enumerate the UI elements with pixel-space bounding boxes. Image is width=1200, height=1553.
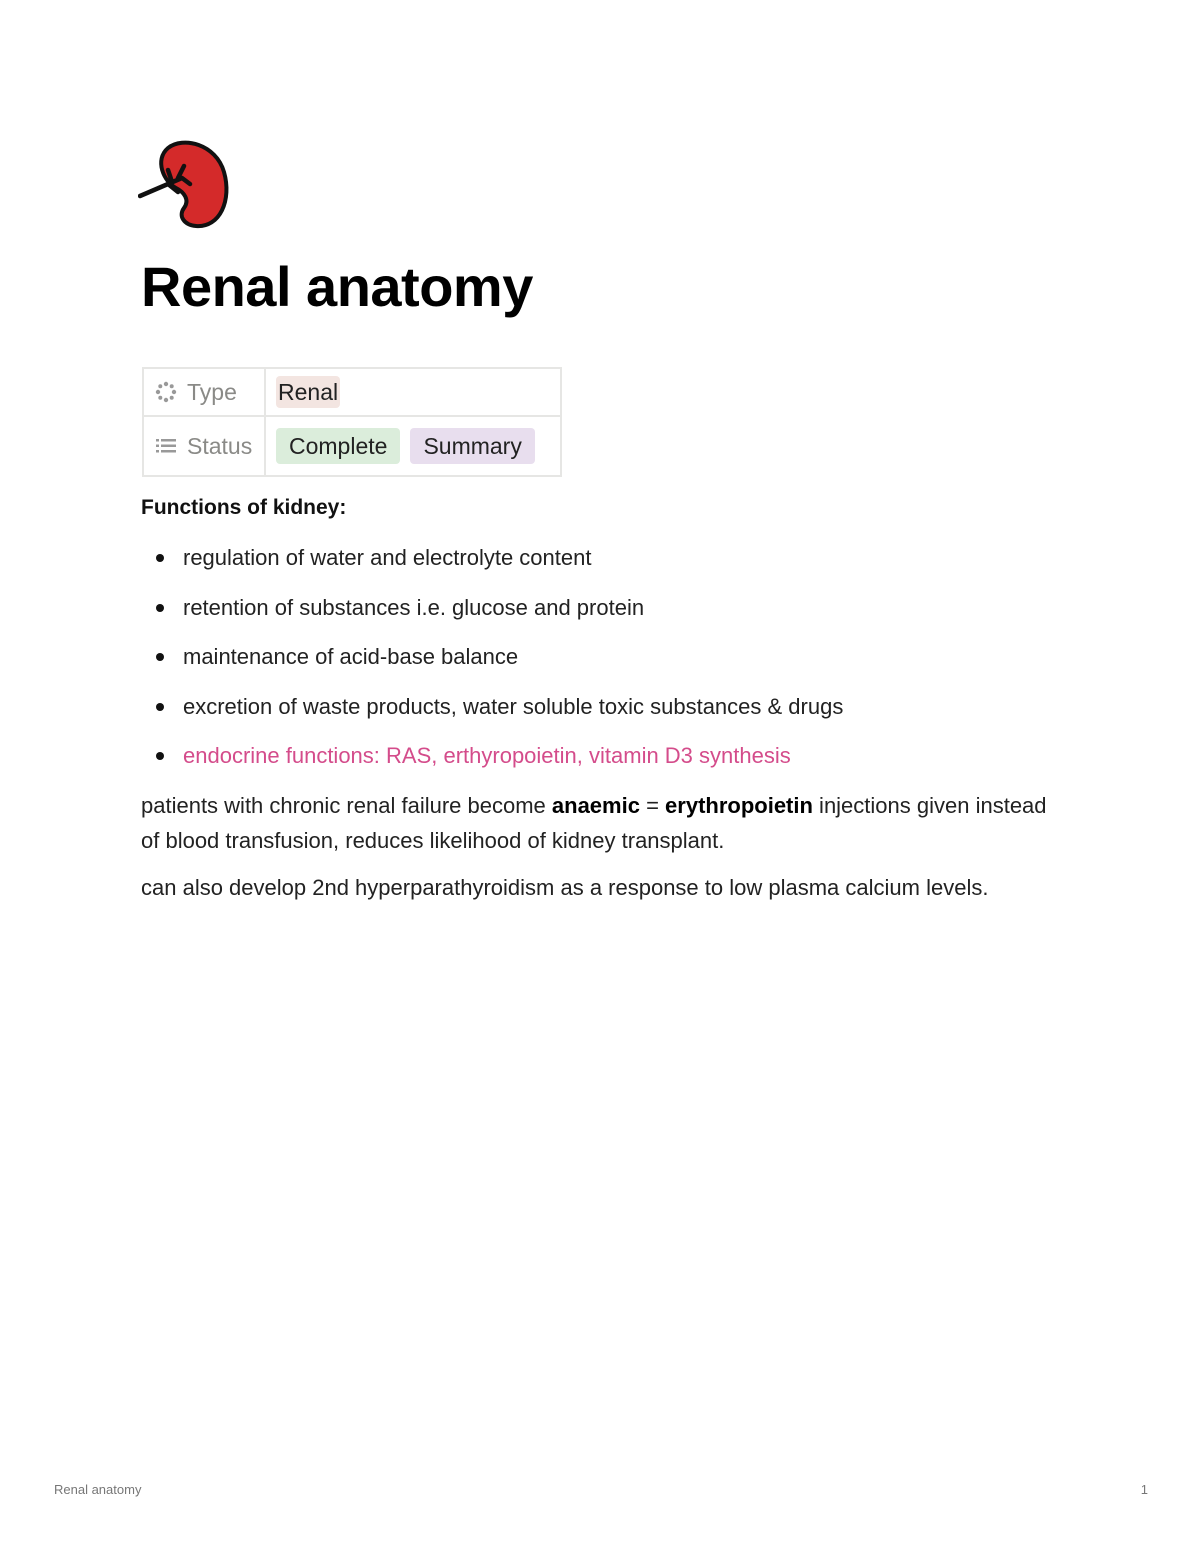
bullet-dot bbox=[156, 752, 164, 760]
list-item: regulation of water and electrolyte content bbox=[141, 540, 843, 590]
bullet-dot bbox=[156, 703, 164, 711]
list-item-highlighted: endocrine functions: RAS, erthyropoietin, vitamin D3 synthesis bbox=[141, 738, 843, 788]
bullet-dot bbox=[156, 554, 164, 562]
list-item: retention of substances i.e. glucose and protein bbox=[141, 590, 843, 640]
list-item: excretion of waste products, water soluble toxic substances & drugs bbox=[141, 689, 843, 739]
list-icon bbox=[154, 434, 178, 458]
bullet-dot bbox=[156, 604, 164, 612]
property-label-status: Status bbox=[187, 432, 253, 459]
functions-list bbox=[141, 540, 843, 788]
property-row-type bbox=[143, 368, 561, 416]
status-tag-summary[interactable]: Summary bbox=[410, 428, 534, 464]
section-heading: Functions of kidney: bbox=[141, 496, 347, 519]
properties-table bbox=[142, 367, 562, 477]
page-title: Renal anatomy bbox=[141, 255, 533, 318]
paragraph-hyperparathyroidism: can also develop 2nd hyperparathyroidism as a response to low plasma calcium levels. bbox=[141, 875, 989, 900]
list-item: maintenance of acid-base balance bbox=[141, 639, 843, 689]
footer-page-number: 1 bbox=[1140, 1482, 1148, 1497]
kidney-icon bbox=[138, 138, 230, 230]
property-row-status bbox=[143, 416, 561, 476]
type-tag-renal[interactable]: Renal bbox=[276, 376, 340, 408]
footer-title: Renal anatomy bbox=[54, 1482, 142, 1497]
property-label-type: Type bbox=[187, 378, 237, 405]
bullet-dot bbox=[156, 653, 164, 661]
status-tag-complete[interactable]: Complete bbox=[276, 428, 400, 464]
paragraph-anaemia: patients with chronic renal failure become anaemic = erythropoietin injections given instead of blood transfusion, reduces likelihood of kidney transplant. bbox=[141, 793, 1047, 853]
loading-spinner-icon bbox=[154, 380, 178, 404]
